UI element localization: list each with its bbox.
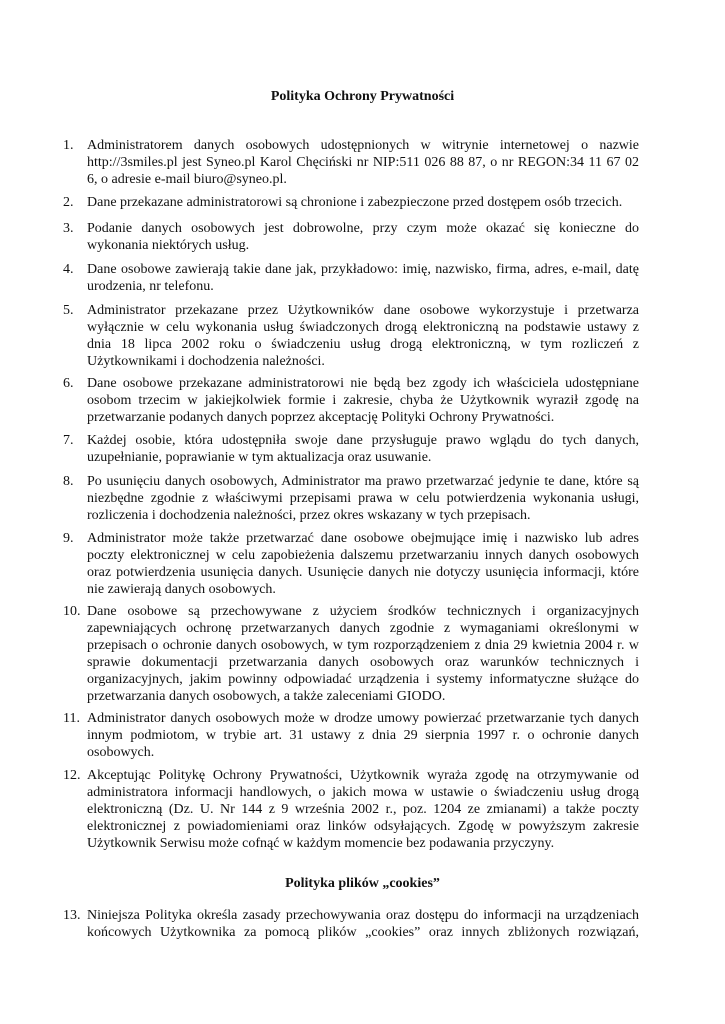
item-number: 5.	[63, 303, 74, 318]
item-line: uzupełnianie, poprawianie w tym aktualizacja oraz usuwanie.	[87, 450, 432, 465]
item-number: 4.	[63, 262, 74, 277]
cookies-policy-title: Polityka plików „cookies”	[285, 876, 440, 891]
item-line: elektronicznej z powiadomieniami oraz linków odsyłających. Zgodę w powyższym zakresie	[87, 819, 639, 834]
item-line: administratora informacji handlowych, o jakich mowa w ustawie o świadczeniu usług drogą	[87, 785, 639, 800]
item-number: 3.	[63, 221, 74, 236]
item-line: osobowych.	[87, 745, 155, 760]
item-line: http://3smiles.pl jest Syneo.pl Karol Chęciński nr NIP:511 026 88 87, o nr REGON:34 11 67 02	[87, 155, 639, 170]
item-number: 6.	[63, 376, 74, 391]
item-line: niezbędne zgodnie z właściwymi przepisami prawa w celu potwierdzenia wykonania usługi,	[87, 491, 639, 506]
item-text	[87, 137, 639, 188]
item-line: Każdej osobie, która udostępniła swoje dane przysługuje prawo wglądu do tych danych,	[87, 433, 639, 448]
item-line: nie zawierają danych osobowych.	[87, 582, 276, 597]
item-line: Niniejsza Polityka określa zasady przechowywania oraz dostępu do informacji na urządzeniach	[87, 908, 639, 923]
item-line: innym podmiotom, w trybie art. 31 ustawy z dnia 29 sierpnia 1997 r. o ochronie danych	[87, 728, 639, 743]
item-text	[87, 375, 639, 426]
item-line: Dane osobowe zawierają takie dane jak, przykładowo: imię, nazwisko, firma, adres, e-mail, datę	[87, 262, 639, 277]
item-line: przetwarzanie podanych danych poprzez akceptację Polityki Ochrony Prywatności.	[87, 410, 555, 425]
item-line: przetwarzania danych osobowych, a także zaleceniami GIODO.	[87, 689, 446, 704]
item-line: sprawie dokumentacji przetwarzania danych osobowych oraz warunków technicznych i	[87, 655, 639, 670]
item-number: 2.	[63, 195, 74, 210]
item-text	[87, 302, 639, 370]
item-line: organizacyjnych, jakim powinny odpowiadać urządzenia i systemy informatyczne służące do	[87, 672, 639, 687]
item-text	[87, 530, 639, 598]
item-line: Akceptując Politykę Ochrony Prywatności, Użytkownik wyraża zgodę na otrzymywanie od	[87, 768, 639, 783]
item-line: Po usunięciu danych osobowych, Administrator ma prawo przetwarzać jedynie te dane, które są	[87, 474, 639, 489]
item-number: 1.	[63, 138, 74, 153]
item-line: rozliczenia i dochodzenia należności, przez okres wskazany w tych przepisach.	[87, 508, 531, 523]
item-text	[87, 710, 639, 761]
item-number: 11.	[63, 711, 80, 726]
item-line: wyłącznie w celu wykonania usług świadczonych drogą elektroniczną na podstawie ustawy z	[87, 320, 639, 335]
item-line: Użytkownikami i dochodzenia należności.	[87, 354, 325, 369]
item-number: 12.	[63, 768, 81, 783]
item-line: oraz potwierdzenia usunięcia danych. Usunięcie danych nie dotyczy usunięcia informacji, które	[87, 565, 639, 580]
item-line: elektroniczną (Dz. U. Nr 144 z 9 września 2002 r., poz. 1204 ze zmianami) a także poczty	[87, 802, 639, 817]
item-line: Administrator przekazane przez Użytkowników dane osobowe wykorzystuje i przetwarza	[87, 303, 639, 318]
item-line: dnia 18 lipca 2002 roku o świadczeniu usług drogą elektroniczną, w tym rozliczeń z	[87, 337, 639, 352]
item-line: końcowych Użytkownika za pomocą plików „cookies” oraz innych zbliżonych rozwiązań,	[87, 925, 639, 940]
item-line: Dane osobowe przekazane administratorowi nie będą bez zgody ich właściciela udostępniane	[87, 376, 639, 391]
item-line: 6, o adresie e-mail biuro@syneo.pl.	[87, 172, 287, 187]
item-line: osobom trzecim w jakiejkolwiek formie i zakresie, chyba że Użytkownik wyraził zgodę na	[87, 393, 639, 408]
item-line: Administratorem danych osobowych udostępnionych w witrynie internetowej o nazwie	[87, 138, 639, 153]
item-line: Dane osobowe są przechowywane z użyciem środków technicznych i organizacyjnych	[87, 604, 639, 619]
item-line: Dane przekazane administratorowi są chronione i zabezpieczone przed dostępem osób trzecich.	[87, 195, 623, 210]
item-line: Użytkownik Serwisu może cofnąć w każdym momencie bez podawania przyczyny.	[87, 836, 555, 851]
item-line: Podanie danych osobowych jest dobrowolne, przy czym może okazać się konieczne do	[87, 221, 639, 236]
item-line: przepisach o ochronie danych osobowych, w tym rozporządzeniem z dnia 29 kwietnia 2004 r. w	[87, 638, 639, 653]
item-text	[87, 261, 639, 295]
item-text	[87, 194, 639, 211]
item-line: urodzenia, nr telefonu.	[87, 279, 214, 294]
item-text	[87, 603, 639, 705]
item-text	[87, 473, 639, 524]
item-line: Administrator może także przetwarzać dane osobowe obejmujące imię i nazwisko lub adres	[87, 531, 639, 546]
item-number: 13.	[63, 908, 81, 923]
item-text	[87, 907, 639, 941]
item-text	[87, 432, 639, 466]
item-text	[87, 767, 639, 852]
item-line: wykonania niektórych usług.	[87, 238, 250, 253]
item-line: poczty elektronicznej w celu zapobieżenia dalszemu przetwarzaniu innych danych osobowych	[87, 548, 639, 563]
item-line: Administrator danych osobowych może w drodze umowy powierzać przetwarzanie tych danych	[87, 711, 639, 726]
privacy-policy-title: Polityka Ochrony Prywatności	[270, 89, 455, 104]
item-line: zapewniających ochronę przetwarzanych danych zgodnie z wymaganiami określonymi w	[87, 621, 639, 636]
item-text	[87, 220, 639, 254]
item-number: 9.	[63, 531, 74, 546]
item-number: 7.	[63, 433, 74, 448]
item-number: 8.	[63, 474, 74, 489]
item-number: 10.	[63, 604, 81, 619]
